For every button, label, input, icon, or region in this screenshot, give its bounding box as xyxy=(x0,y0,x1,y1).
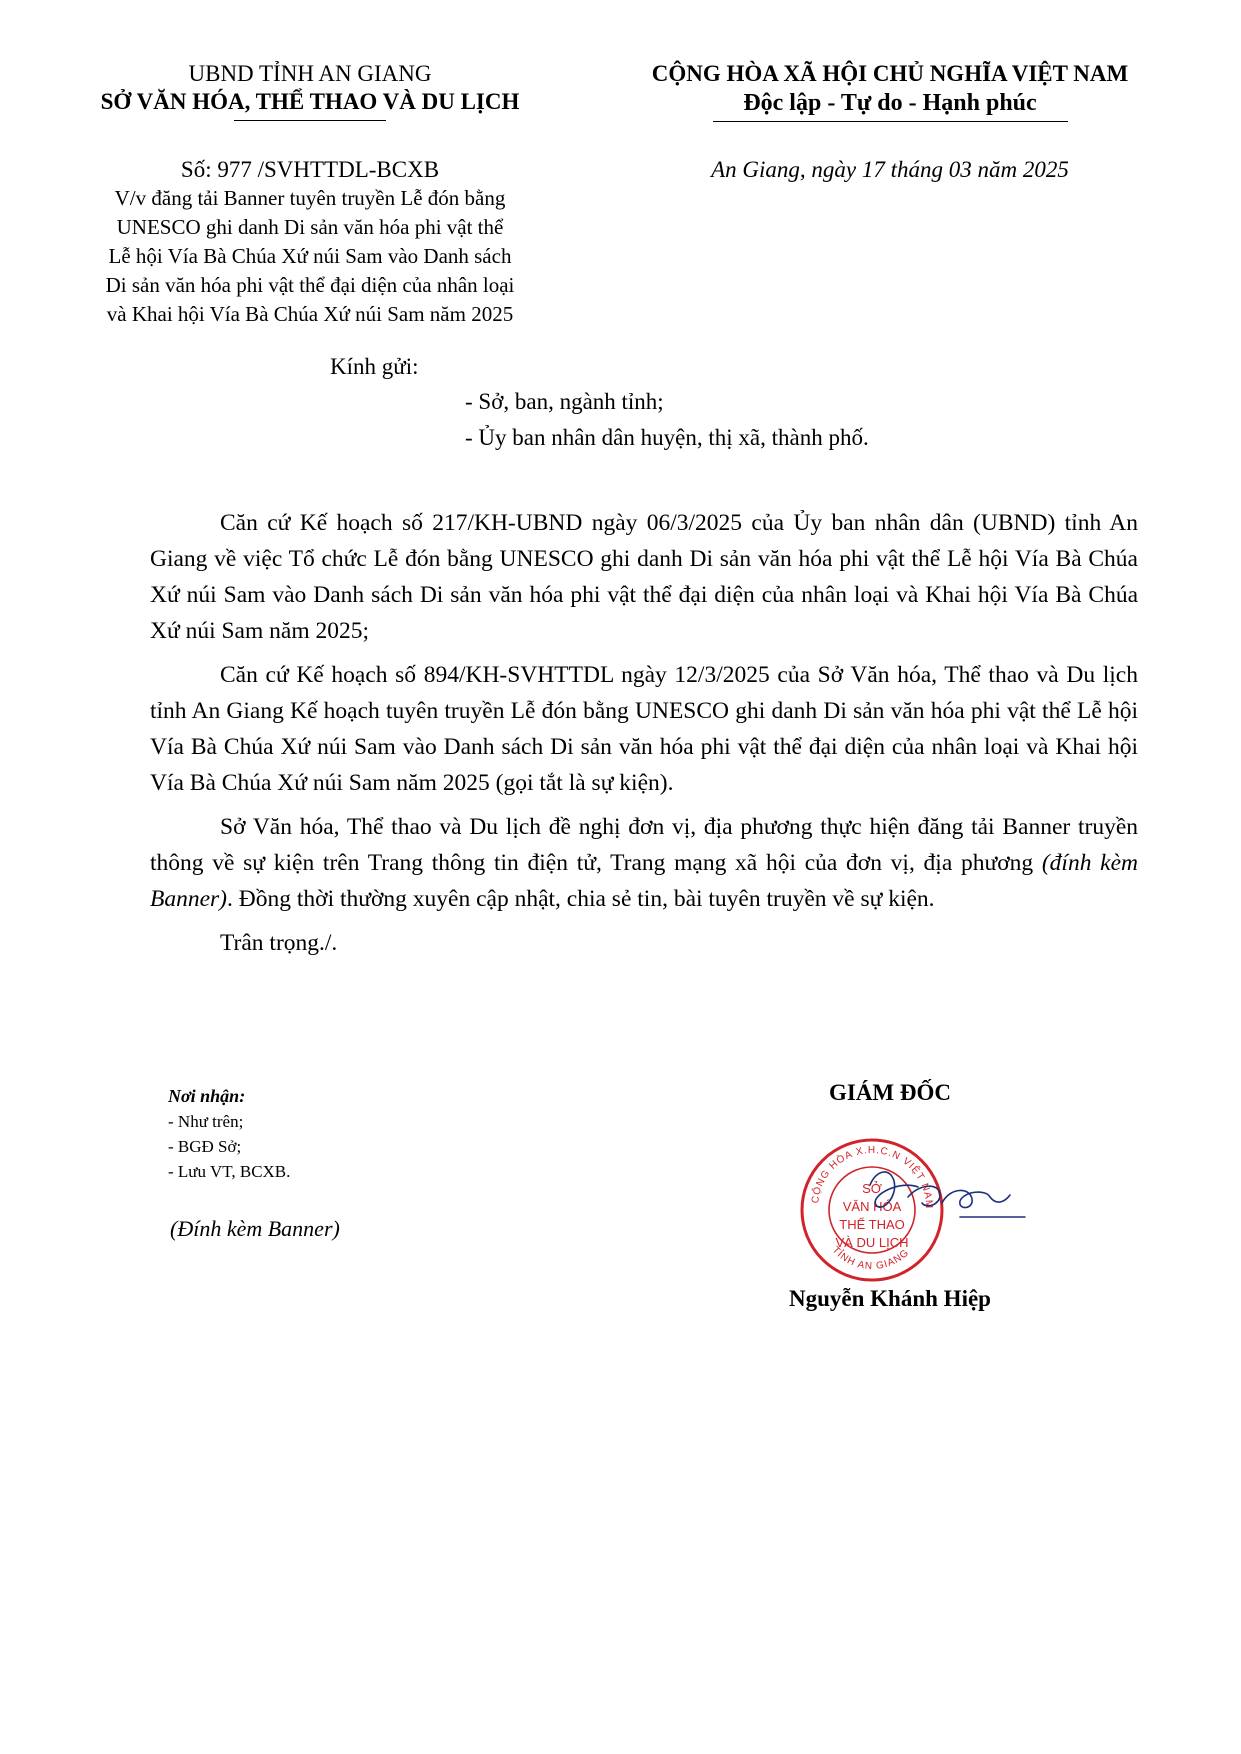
distribution-item: - BGĐ Sở; xyxy=(168,1137,242,1156)
body-text: Căn cứ Kế hoạch số 894/KH-SVHTTDL ngày 12/3/2025 của Sở Văn hóa, Thể thao và Du lịch tỉnh An Giang Kế hoạch tuyên truyền Lễ đón bằng UNESCO ghi danh Di sản văn hóa phi vật thể Lễ hội Vía Bà Chúa Xứ núi Sam vào Danh sách Di sản văn hóa phi vật thể đại diện của nhân loại và Khai hội Vía Bà Chúa Xứ núi Sam năm 2025 (gọi tắt là sự kiện). xyxy=(150,662,1138,796)
motto: Độc lập - Tự do - Hạnh phúc xyxy=(743,90,1037,116)
recipient-item: - Sở, ban, ngành tỉnh; xyxy=(465,389,664,414)
parent-agency-name: UBND TỈNH AN GIANG xyxy=(188,61,432,86)
svg-text:VÀ DU LỊCH: VÀ DU LỊCH xyxy=(835,1235,909,1250)
body-paragraph: Căn cứ Kế hoạch số 217/KH-UBND ngày 06/3/2025 của Ủy ban nhân dân (UBND) tỉnh An Giang về việc Tổ chức Lễ đón bằng UNESCO ghi danh Di sản văn hóa phi vật thể Lễ hội Vía Bà Chúa Xứ núi Sam vào Danh sách Di sản văn hóa phi vật thể đại diện của nhân loại và Khai hội Vía Bà Chúa Xứ núi Sam năm 2025; xyxy=(150,510,1138,644)
issue-date: An Giang, ngày 17 tháng 03 năm 2025 xyxy=(711,157,1069,182)
signer-name: Nguyễn Khánh Hiệp xyxy=(789,1286,991,1311)
body-text: . Đồng thời thường xuyên cập nhật, chia sẻ tin, bài tuyên truyền về sự kiện. xyxy=(227,886,935,912)
subject-line: Lễ hội Vía Bà Chúa Xứ núi Sam vào Danh sách xyxy=(108,244,512,268)
recipient-item: - Ủy ban nhân dân huyện, thị xã, thành phố. xyxy=(465,425,869,450)
subject-line: UNESCO ghi danh Di sản văn hóa phi vật thể xyxy=(116,215,504,239)
distribution-item: - Lưu VT, BCXB. xyxy=(168,1162,291,1181)
body-paragraph xyxy=(150,809,1138,917)
svg-text:SỞ: SỞ xyxy=(862,1181,882,1196)
subject-line: V/v đăng tải Banner tuyên truyền Lễ đón bằng xyxy=(114,186,506,210)
subject-line: và Khai hội Vía Bà Chúa Xứ núi Sam năm 2025 xyxy=(106,302,514,326)
signer-title: GIÁM ĐỐC xyxy=(828,1080,952,1105)
issuing-agency-block xyxy=(50,60,570,121)
distribution-list xyxy=(168,1084,290,1184)
subject-block xyxy=(50,184,570,329)
distribution-title: Nơi nhận: xyxy=(168,1086,246,1106)
agency-underline xyxy=(234,120,386,121)
body-paragraph xyxy=(150,657,1138,801)
svg-text:THỂ THAO: THỂ THAO xyxy=(839,1217,905,1232)
nation-title: CỘNG HÒA XÃ HỘI CHỦ NGHĨA VIỆT NAM xyxy=(651,61,1129,86)
attachment-note: (Đính kèm Banner) xyxy=(170,1216,340,1241)
motto-underline xyxy=(713,121,1068,122)
svg-text:VĂN HÓA: VĂN HÓA xyxy=(842,1199,902,1214)
recipients-label: Kính gửi: xyxy=(330,354,419,379)
document-number: Số: 977 /SVHTTDL-BCXB xyxy=(180,157,440,182)
subject-line: Di sản văn hóa phi vật thể đại diện của nhân loại xyxy=(105,273,515,297)
national-title-block xyxy=(590,60,1190,122)
closing-line: Trân trọng./. xyxy=(220,930,338,956)
agency-name: SỞ VĂN HÓA, THỂ THAO VÀ DU LỊCH xyxy=(100,89,520,114)
recipients-list xyxy=(465,384,869,456)
body-text: Sở Văn hóa, Thể thao và Du lịch đề nghị đơn vị, địa phương thực hiện đăng tải Banner truyền thông về sự kiện trên Trang thông tin điện tử, Trang mạng xã hội của đơn vị, địa phương xyxy=(150,814,1138,876)
svg-text:CỘNG HÒA X.H.C.N VIỆT NAM: CỘNG HÒA X.H.C.N VIỆT NAM xyxy=(810,1144,935,1210)
letter-body xyxy=(150,505,1138,969)
attachment-reference: (đính kèm Banner) xyxy=(150,850,1138,912)
distribution-item: - Như trên; xyxy=(168,1112,244,1131)
svg-text:TỈNH AN GIANG: TỈNH AN GIANG xyxy=(829,1244,912,1273)
official-seal-and-signature xyxy=(790,1125,1040,1285)
